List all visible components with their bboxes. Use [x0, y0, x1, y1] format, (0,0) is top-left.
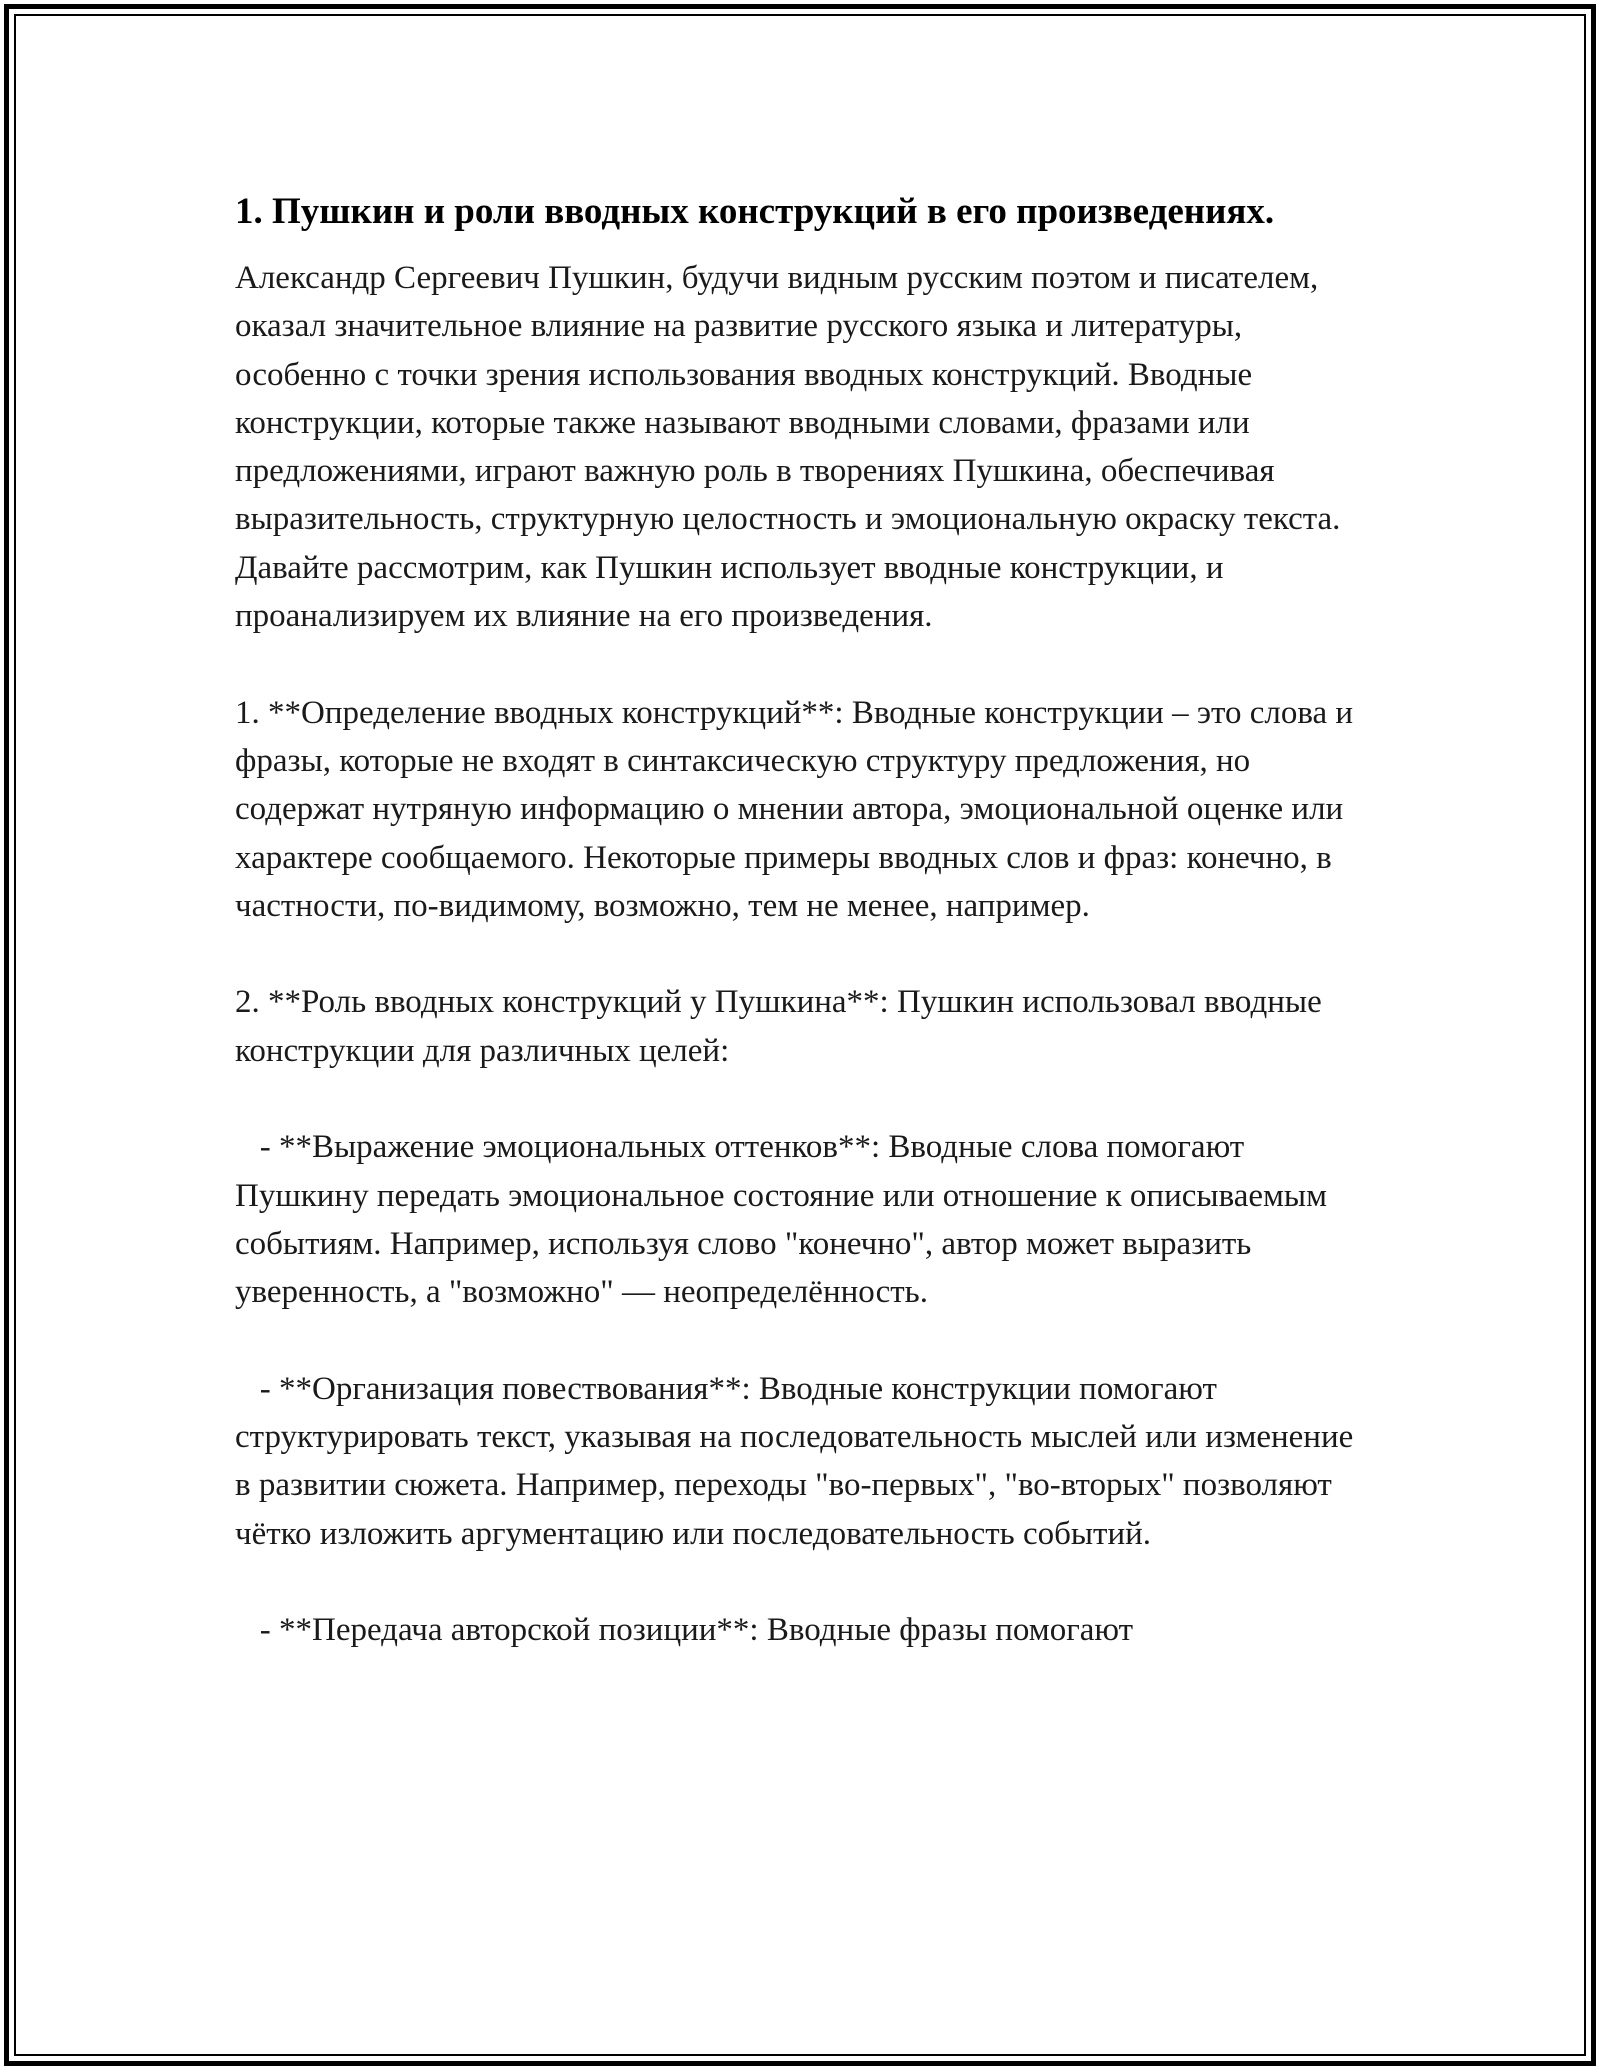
paragraph-role: 2. **Роль вводных конструкций у Пушкина**: Пушкин использовал вводные конструкции для различных целей:	[235, 984, 1330, 1069]
document-body	[235, 188, 1370, 1703]
paragraph-definition: 1. **Определение вводных конструкций**: Вводные конструкции – это слова и фразы, которые не входят в синтаксическую структуру предложения, но содержат нутряную информацию о мнении автора, эмоциональной оценке или характере сообщаемого. Некоторые примеры вводных слов и фраз: конечно, в частности, по-видимому, возможно, тем не менее, например.	[235, 694, 1362, 924]
paragraph-intro: Александр Сергеевич Пушкин, будучи видным русским поэтом и писателем, оказал значительное влияние на развитие русского языка и литературы, особенно с точки зрения использования вводных конструкций. Вводные конструкции, которые также называют вводными словами, фразами или предложениями, играют важную роль в творениях Пушкина, обеспечивая выразительность, структурную целостность и эмоциональную окраску текста. Давайте рассмотрим, как Пушкин использует вводные конструкции, и проанализируем их влияние на его произведения.	[235, 260, 1349, 635]
document-title: 1. Пушкин и роли вводных конструкций в его произведениях.	[235, 191, 1275, 232]
list-item-author-position: - **Передача авторской позиции**: Вводные фразы помогают	[235, 1612, 1134, 1649]
list-item-emotional-shades: - **Выражение эмоциональных оттенков**: Вводные слова помогают Пушкину передать эмоциональное состояние или отношение к описываемым событиям. Например, используя слово "конечно", автор может выразить уверенность, а "возможно" — неопределённость.	[235, 1129, 1336, 1311]
list-item-narrative-organization: - **Организация повествования**: Вводные конструкции помогают структурировать текст, указывая на последовательность мыслей или изменение в развитии сюжета. Например, переходы "во-первых", "во-вторых" позволяют чётко изложить аргументацию или последовательность событий.	[235, 1370, 1362, 1552]
